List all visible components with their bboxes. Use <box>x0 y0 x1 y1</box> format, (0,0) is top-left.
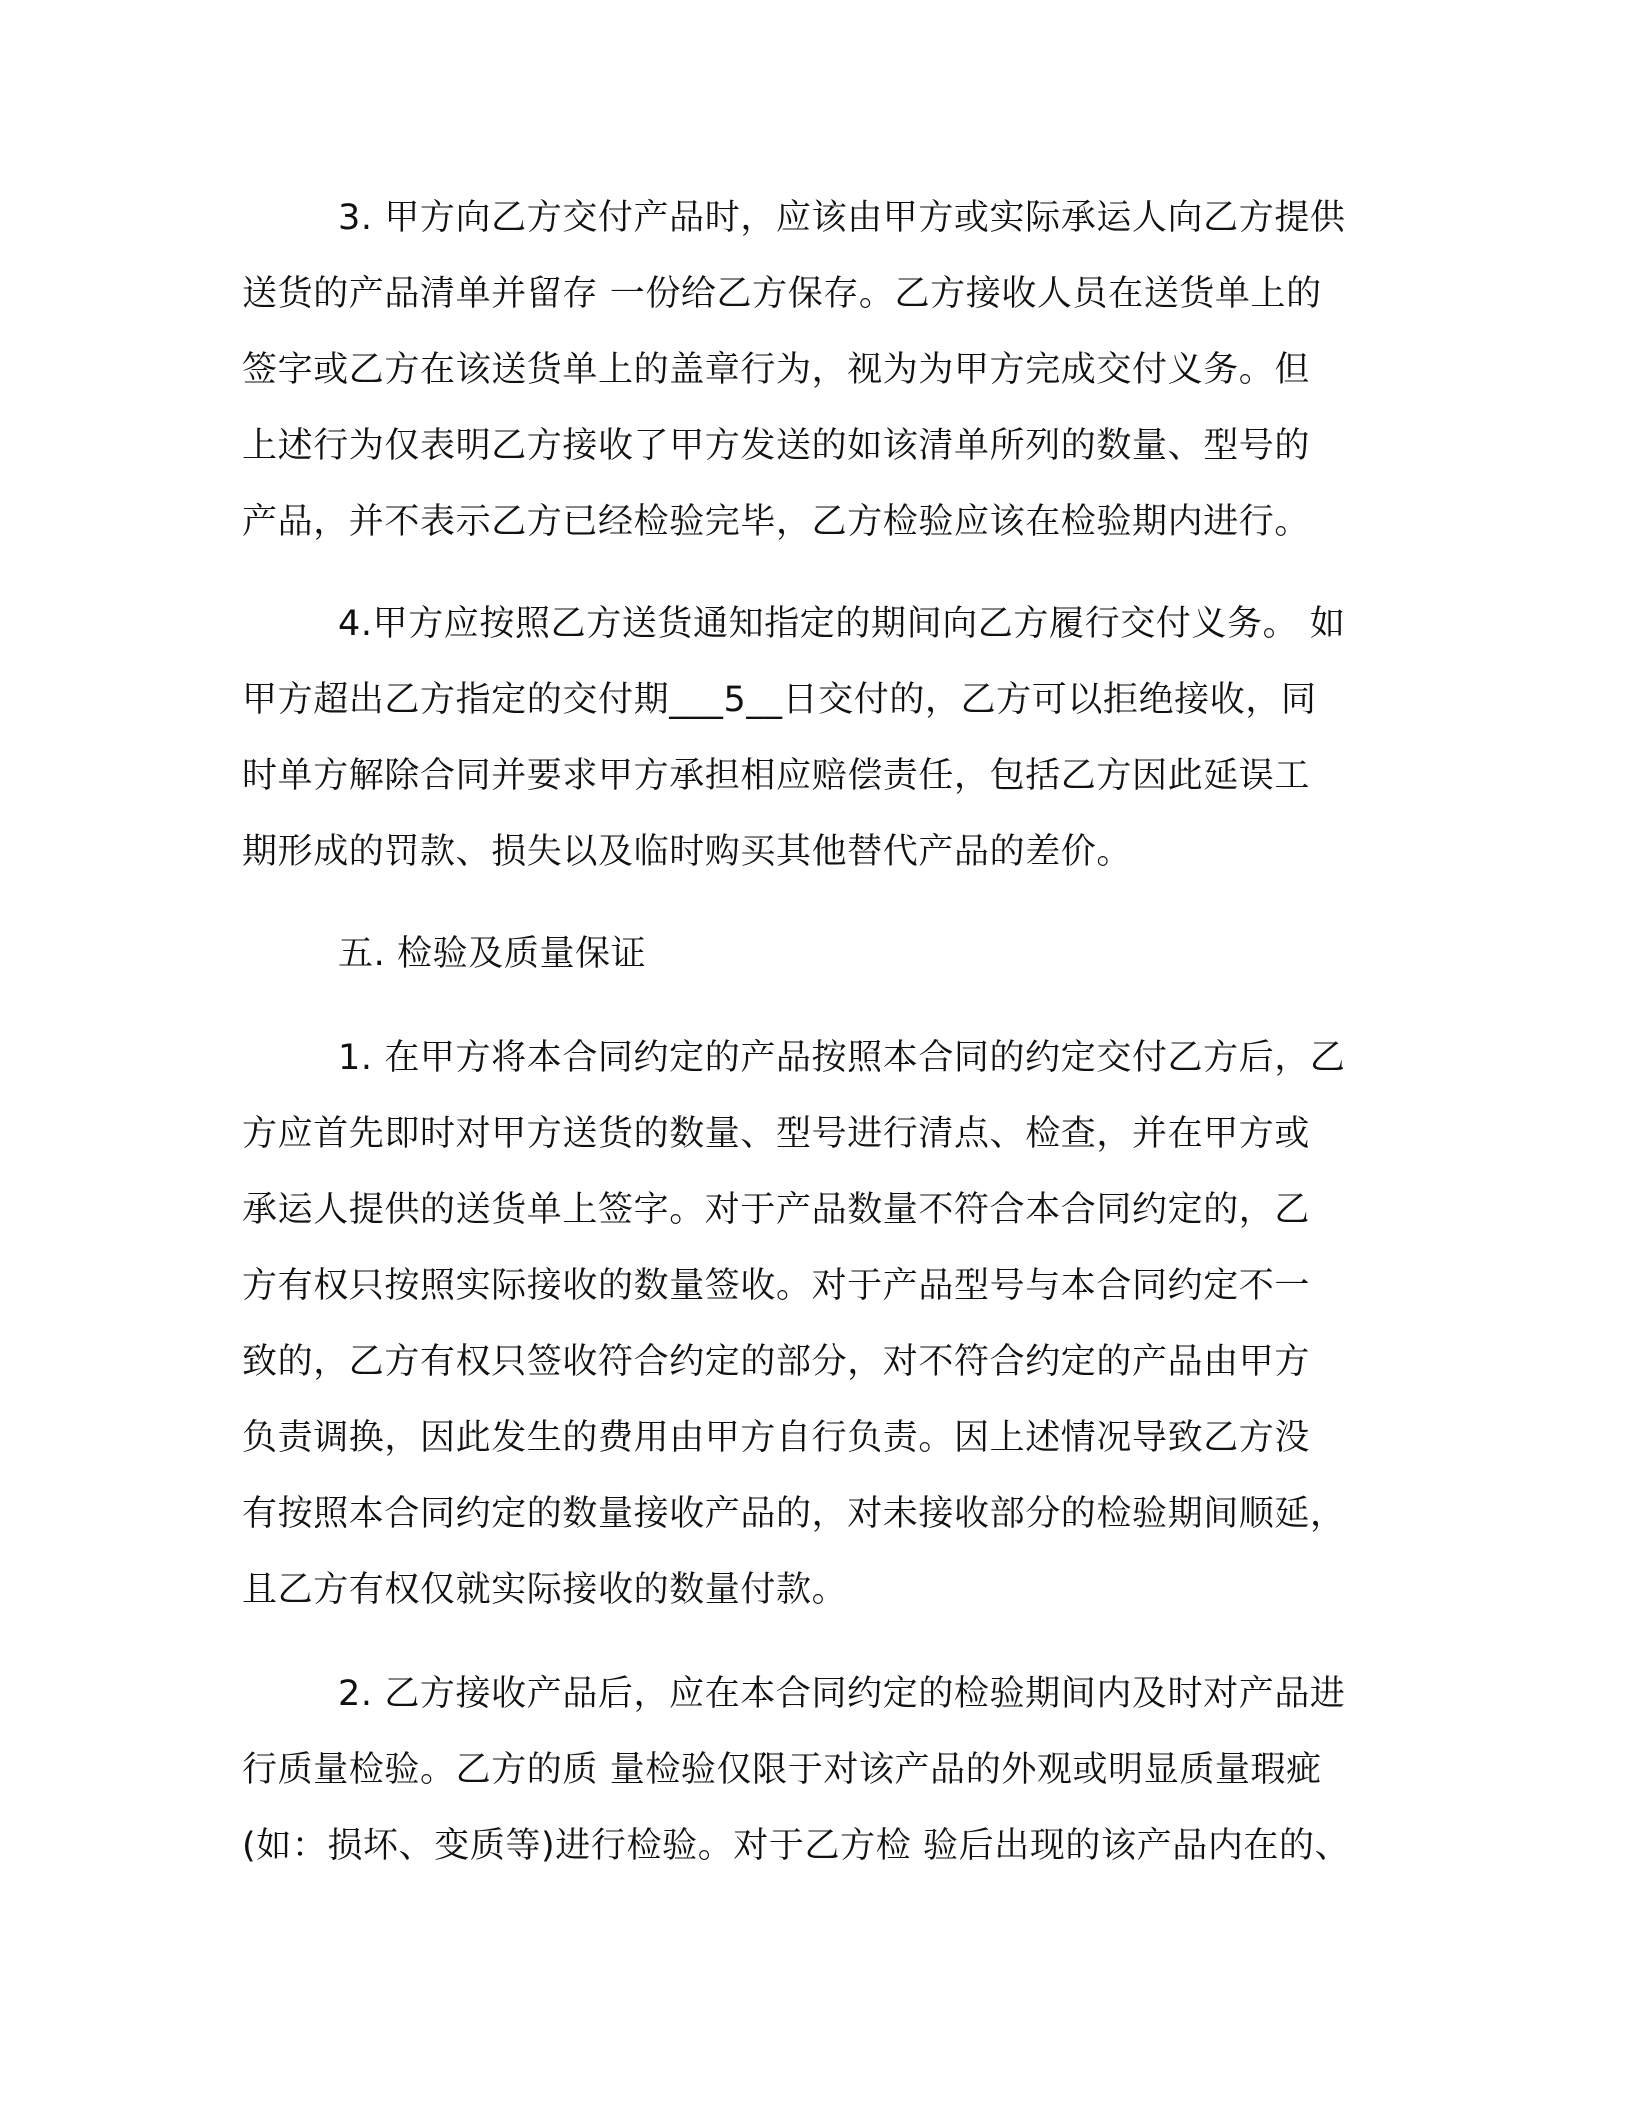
section-5-heading-text: 五. 检验及质量保证 <box>338 934 647 974</box>
clause-4-3-line-3: 签字或乙方在该送货单上的盖章行为，视为为甲方完成交付义务。但 <box>242 350 1311 390</box>
clause-4-3-line-5: 产品，并不表示乙方已经检验完毕，乙方检验应该在检验期内进行。 <box>242 502 1311 542</box>
clause-4-3-line-2: 送货的产品清单并留存 一份给乙方保存。乙方接收人员在送货单上的 <box>242 274 1322 314</box>
clause-5-1-line-7: 有按照本合同约定的数量接收产品的，对未接收部分的检验期间顺延， <box>242 1494 1346 1534</box>
clause-4-3-line-1: 3. 甲方向乙方交付产品时，应该由甲方或实际承运人向乙方提供 <box>338 198 1346 238</box>
clause-4-4-line-3: 时单方解除合同并要求甲方承担相应赔偿责任，包括乙方因此延误工 <box>242 756 1311 796</box>
clause-4-4-line-2: 甲方超出乙方指定的交付期___5__日交付的，乙方可以拒绝接收，同 <box>242 680 1317 720</box>
clause-4-4-line-4: 期形成的罚款、损失以及临时购买其他替代产品的差价。 <box>242 832 1133 872</box>
clause-5-1-line-6: 负责调换，因此发生的费用由甲方自行负责。因上述情况导致乙方没 <box>242 1418 1311 1458</box>
clause-5-1-line-1: 1. 在甲方将本合同约定的产品按照本合同的约定交付乙方后，乙 <box>338 1038 1346 1078</box>
clause-5-1-line-8: 且乙方有权仅就实际接收的数量付款。 <box>242 1570 848 1610</box>
clause-5-1-line-5: 致的，乙方有权只签收符合约定的部分，对不符合约定的产品由甲方 <box>242 1342 1311 1382</box>
clause-5-1-line-4: 方有权只按照实际接收的数量签收。对于产品型号与本合同约定不一 <box>242 1266 1311 1306</box>
clause-5-1-line-2: 方应首先即时对甲方送货的数量、型号进行清点、检查，并在甲方或 <box>242 1114 1311 1154</box>
clause-5-1-line-3: 承运人提供的送货单上签字。对于产品数量不符合本合同约定的，乙 <box>242 1190 1311 1230</box>
clause-4-4-line-1: 4.甲方应按照乙方送货通知指定的期间向乙方履行交付义务。 如 <box>338 604 1346 644</box>
clause-4-3-line-4: 上述行为仅表明乙方接收了甲方发送的如该清单所列的数量、型号的 <box>242 426 1311 466</box>
clause-5-2-line-2: 行质量检验。乙方的质 量检验仅限于对该产品的外观或明显质量瑕疵 <box>242 1750 1322 1790</box>
clause-5-2-line-1: 2. 乙方接收产品后，应在本合同约定的检验期间内及时对产品进 <box>338 1674 1346 1714</box>
clause-5-2-line-3: (如：损坏、变质等)进行检验。对于乙方检 验后出现的该产品内在的、 <box>242 1826 1351 1866</box>
